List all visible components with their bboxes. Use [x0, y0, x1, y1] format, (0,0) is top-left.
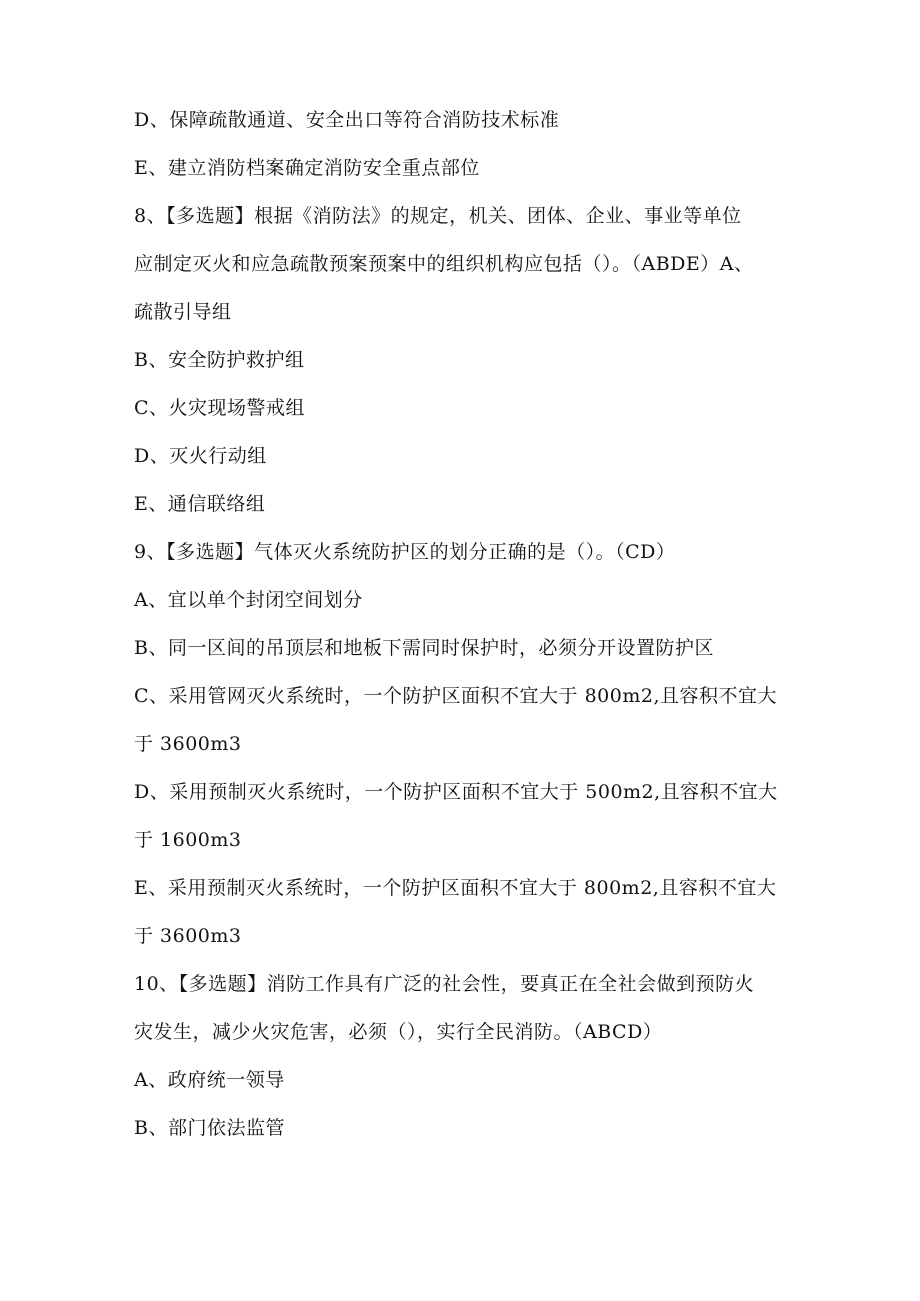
question-9-option-c-line-2: 于 3600m3	[134, 733, 242, 755]
question-9-option-e-line-1: E、采用预制灭火系统时，一个防护区面积不宜大于 800m2,且容积不宜大	[134, 877, 777, 899]
question-9-option-a: A、宜以单个封闭空间划分	[134, 589, 363, 611]
text-line-e-fire-archive: E、建立消防档案确定消防安全重点部位	[134, 157, 480, 179]
question-9-option-d-line-2: 于 1600m3	[134, 829, 242, 851]
question-8-option-d: D、灭火行动组	[134, 445, 267, 467]
question-8-line-2: 应制定灭火和应急疏散预案预案中的组织机构应包括（）。（ABDE）A、	[134, 253, 754, 275]
document-body	[134, 96, 784, 1152]
question-8-line-3: 疏散引导组	[134, 301, 232, 323]
text-line-d-evacuation-standard: D、保障疏散通道、安全出口等符合消防技术标准	[134, 109, 560, 131]
question-9-option-b: B、同一区间的吊顶层和地板下需同时保护时，必须分开设置防护区	[134, 637, 714, 659]
question-10-option-a: A、政府统一领导	[134, 1069, 285, 1091]
question-10-option-b: B、部门依法监管	[134, 1117, 285, 1139]
question-9-option-d-line-1: D、采用预制灭火系统时，一个防护区面积不宜大于 500m2,且容积不宜大	[134, 781, 778, 803]
question-8-line-1: 8、【多选题】根据《消防法》的规定，机关、团体、企业、事业等单位	[134, 205, 742, 227]
question-8-option-c: C、火灾现场警戒组	[134, 397, 306, 419]
question-8-option-b: B、安全防护救护组	[134, 349, 305, 371]
question-9-stem: 9、【多选题】气体灭火系统防护区的划分正确的是（）。（CD）	[134, 541, 676, 563]
question-9-option-c-line-1: C、采用管网灭火系统时，一个防护区面积不宜大于 800m2,且容积不宜大	[134, 685, 777, 707]
question-8-option-e: E、通信联络组	[134, 493, 266, 515]
question-10-line-2: 灾发生，减少火灾危害，必须（），实行全民消防。（ABCD）	[134, 1021, 663, 1043]
question-10-line-1: 10、【多选题】消防工作具有广泛的社会性，要真正在全社会做到预防火	[134, 973, 755, 995]
question-9-option-e-line-2: 于 3600m3	[134, 925, 242, 947]
